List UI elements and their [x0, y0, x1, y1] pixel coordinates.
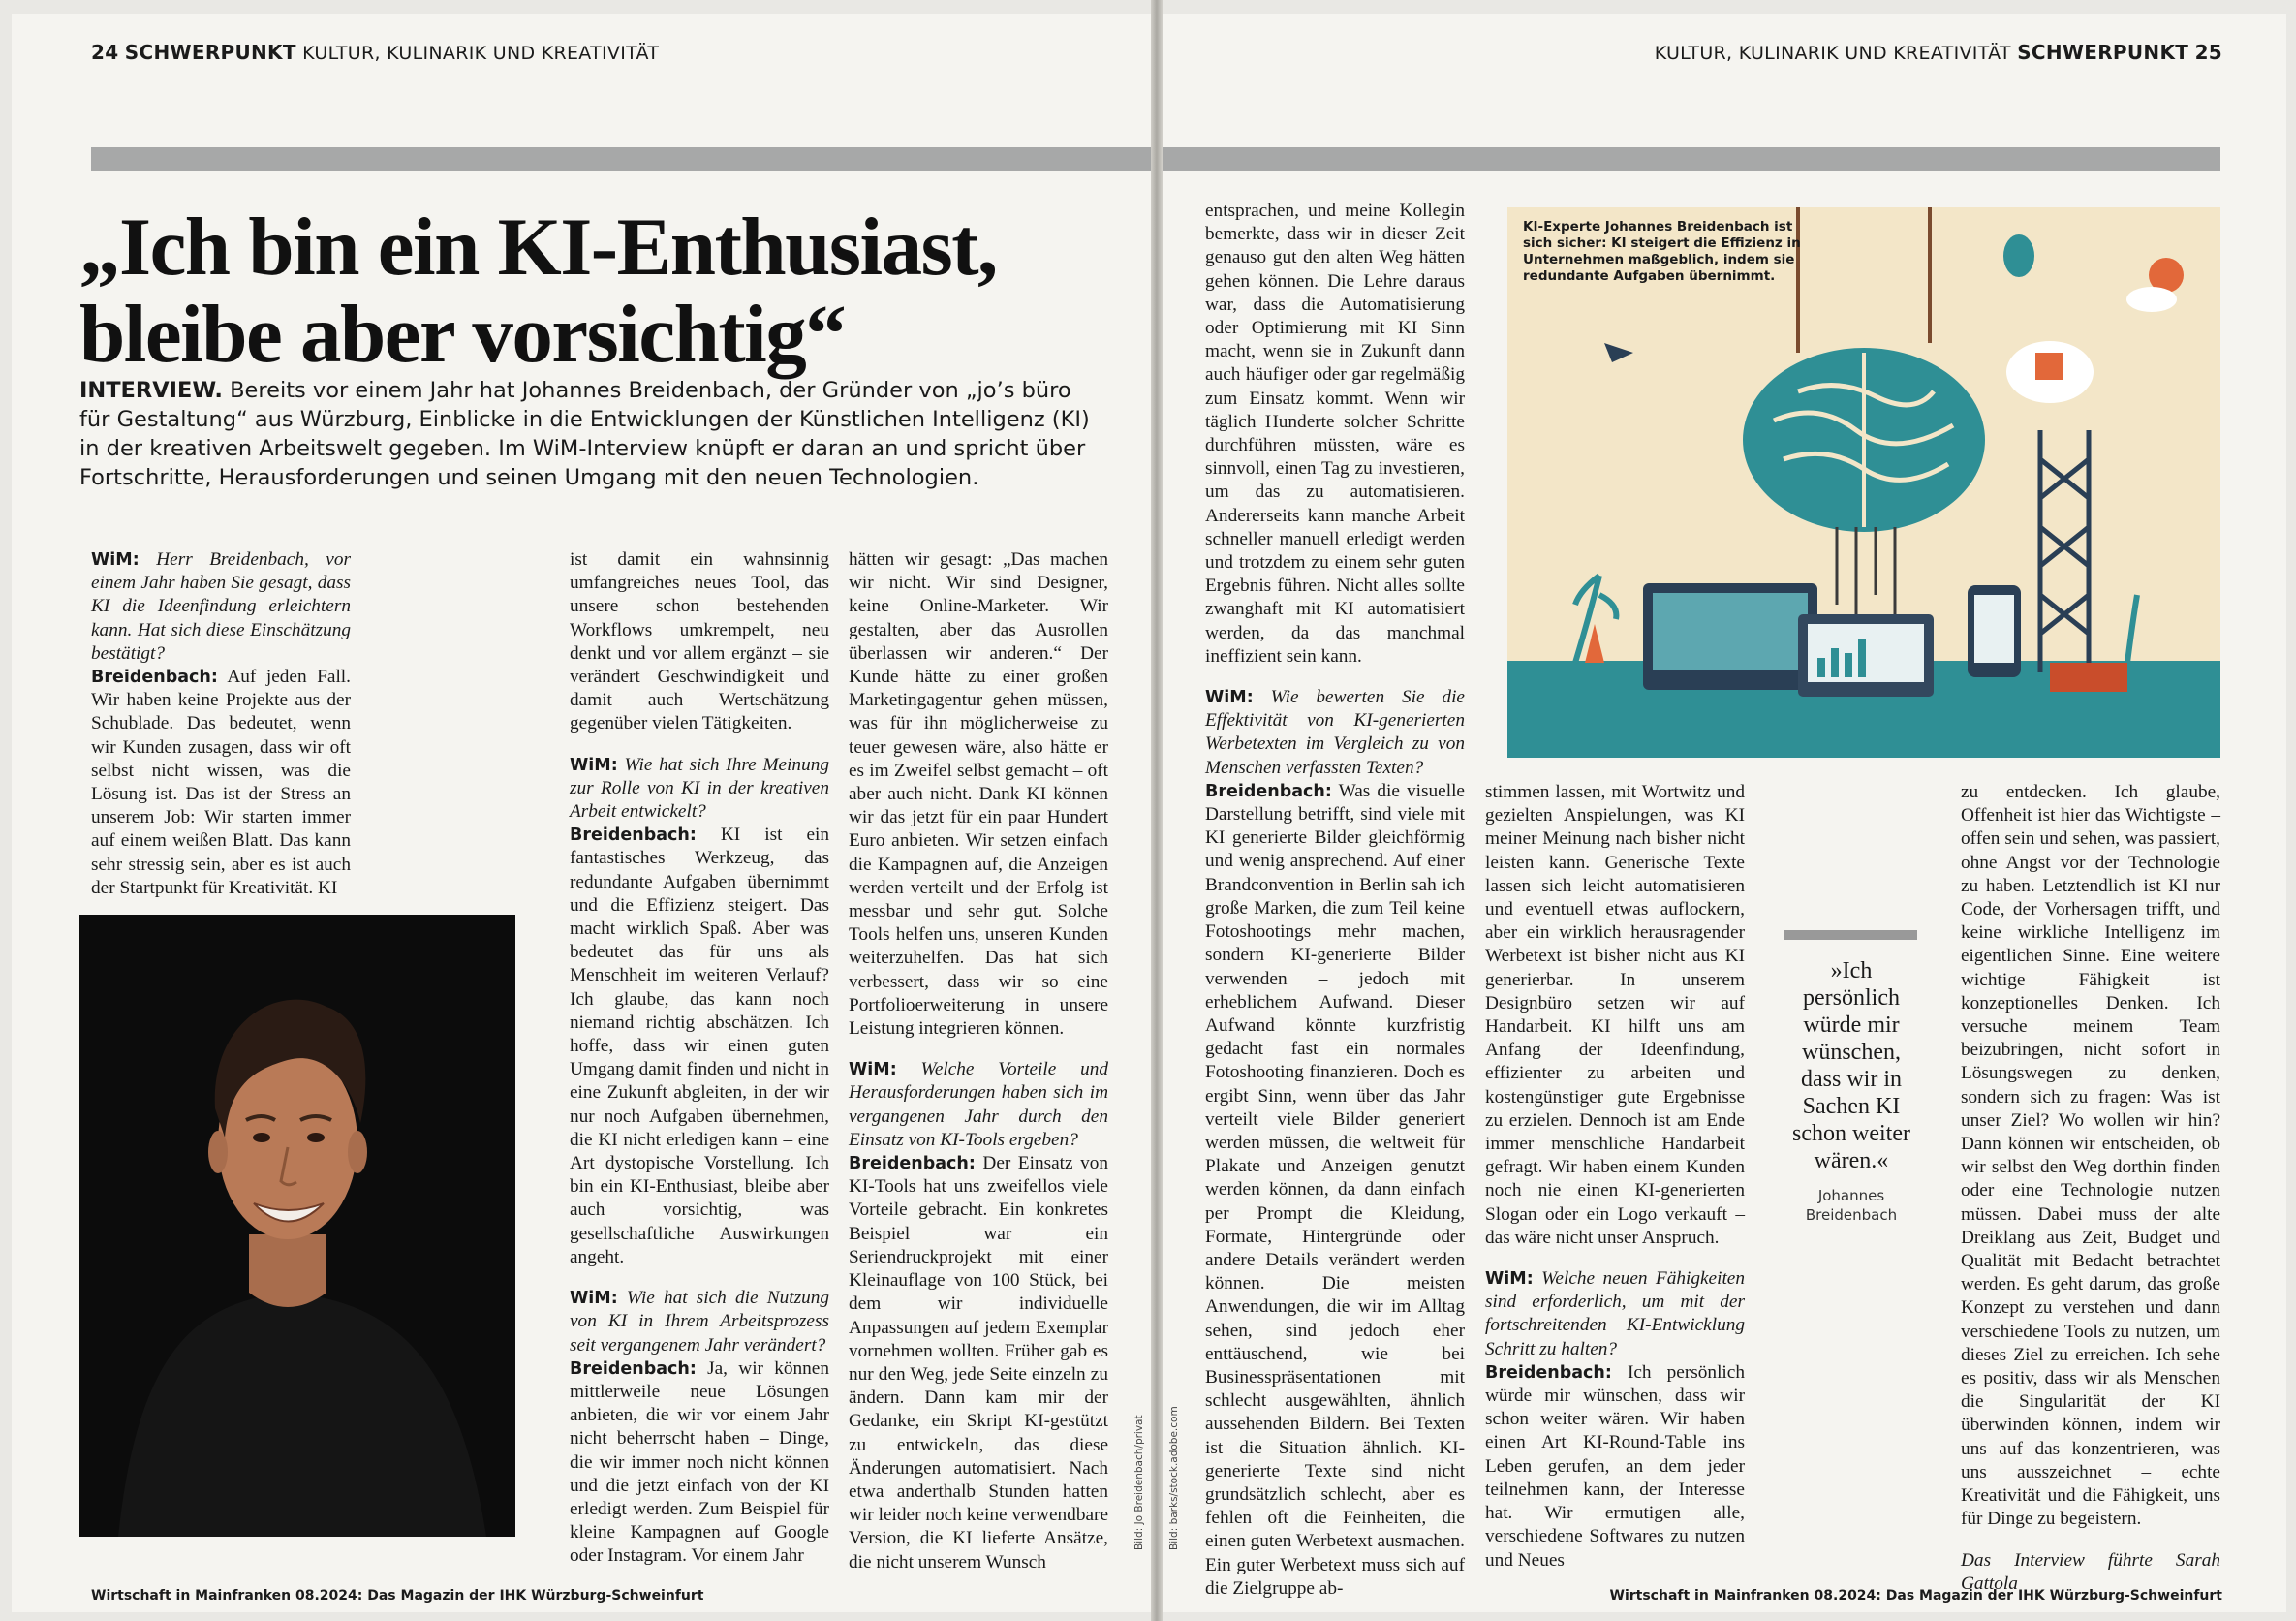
answer: entsprachen, und meine Kollegin bemerkte, dass wir in dieser Zeit genauso gut den alten Weg hätten gehen können. Die Lehre daraus war, dass die Automatisierung oder Optimierung mit KI Sinn macht, wenn sie in Zukunft dann auch häufiger oder gar regelmäßig zum Einsatz kommt. Wenn wir täglich Hunderte solcher Schritte durchführen müssten, wäre es sinnvoll, einen Tag zu investieren, um das zu automatisieren. Andererseits kann manche Arbeit schneller manuell erledigt werden und trotzdem zu einem sehr guten Ergebnis führen. Nicht alles sollte zwanghaft mit KI automatisiert werden, da das manchmal ineffizient sein kann. [1205, 201, 1465, 667]
answer: Der Einsatz von KI-Tools hat uns zweifellos viele Vorteile gebracht. Ein konkretes Beispiel war ein Seriendruckprojekt mit einer Kleinauflage von 100 Stück, bei dem wir individuelle Anpassungen auf jedem Exemplar vornehmen wollten. Früher gab es nur den Weg, jede Seite einzeln zu ändern. Dann kam mir der Gedanke, ein Skript KI-gestützt zu entwickeln, das diese Änderungen automatisiert. Nach etwa anderthalb Stunden hatten wir leider noch keine verwendbare Version, die KI lieferte Ansätze, die nicht unserem Wunsch [849, 1153, 1109, 1573]
question: Wie hat sich Ihre Meinung zur Rolle von KI in der kreativen Arbeit entwickelt? [570, 754, 829, 823]
answer: Ich persönlich würde mir wünschen, dass wir schon weiter wären. Wir haben einen Art KI-Round-Table ins Leben gerufen, an dem jeder teilnehmen kann, der Interesse hat. Wir ermutigen alle, verschiedene Softwares zu nutzen und Neues [1485, 1361, 1745, 1571]
speaker-wim: WiM: [570, 755, 618, 775]
question: Welche Vorteile und Herausforderungen haben sich im vergangenen Jahr durch den Einsatz von KI-Tools ergeben? [849, 1059, 1108, 1150]
lead-label: INTERVIEW. [79, 378, 223, 403]
left-page-header [91, 41, 659, 64]
speaker-breidenbach: Breidenbach: [570, 1358, 697, 1379]
pull-quote-author: Johannes Breidenbach [1805, 1187, 1898, 1224]
speaker-breidenbach: Breidenbach: [849, 1154, 976, 1174]
section-label: SCHWERPUNKT [124, 41, 296, 64]
answer: Ja, wir können mittlerweile neue Lösungen anbieten, die wir vor einem Jahr nicht beherrscht haben – Dinge, die wir immer noch nicht können und die jetzt einfach von der KI erledigt werden. Zum Beispiel für kleine Kampagnen auf Google oder Instagram. Vor einem Jahr [570, 1357, 829, 1567]
right-page-header [1655, 41, 2222, 64]
section-label: SCHWERPUNKT [2017, 41, 2189, 64]
article-headline [79, 203, 1106, 378]
speaker-wim: WiM: [1205, 688, 1254, 708]
ai-brain-illustration [1507, 207, 2220, 758]
speaker-breidenbach: Breidenbach: [1485, 1362, 1612, 1383]
header-rule-left [91, 147, 1151, 171]
question: Herr Breidenbach, vor einem Jahr haben Sie gesagt, dass KI die Ideenfindung erleichtern kann. Hat sich diese Einschätzung bestätigt? [91, 549, 352, 664]
speaker-wim: WiM: [570, 1289, 618, 1309]
brain-scene-graphic [1507, 207, 2220, 758]
answer: stimmen lassen, mit Wortwitz und gezielten Anspielungen, was KI meiner Meinung nach bisher nicht leisten kann. Generische Texte lassen sich leicht automatisieren und eventuell etwas auflockern, aber ein wirklich herausragender Werbetext ist bisher nicht aus KI generierbar. In unserem Designbüro setzen wir auf Handarbeit. KI hilft uns am Anfang der Ideenfindung, effizienter zu arbeiten und kostengünstiger gute Ergebnisse zu erzielen. Dennoch ist am Ende immer menschliche Handarbeit gefragt. Wir haben einem Kunden noch nie einen KI-generierten Slogan oder ein Logo verkauft – das wäre nicht unser Anspruch. [1485, 782, 1745, 1248]
text-column-4 [1205, 200, 1465, 1601]
illustration-caption: KI-Experte Johannes Breidenbach ist sich sicher: KI steigert die Effizienz in Unternehmen maßgeblich, indem sie redundante Aufgaben übernimmt. [1523, 219, 1801, 284]
interview-signature: Das Interview führte Sarah Gattola [1961, 1549, 2220, 1594]
headline-line-2: bleibe aber vorsichtig“ [79, 289, 846, 380]
answer: Auf jeden Fall. Wir haben keine Projekte aus der Schublade. Das bedeutet, wenn wir Kunden zusagen, dass wir oft selbst nicht wissen, was die Lösung ist. Das ist der Stress an unserem Job: Wir starten immer auf einem weißen Blatt. Das kann sehr stressig sein, aber es ist auch der Startpunkt für Kreativität. KI [91, 667, 351, 898]
pull-quote-text: »Ich persönlich würde mir wünschen, dass wir in Sachen KI schon weiter wären.« [1792, 958, 1910, 1173]
topic-label: KULTUR, KULINARIK UND KREATIVITÄT [1654, 43, 2011, 64]
portrait-photo [79, 915, 515, 1537]
page-number: 25 [2194, 41, 2222, 64]
illustration-credit: Bild: barks/stock.adobe.com [1168, 1406, 1180, 1550]
pull-quote [1784, 930, 1919, 1225]
answer: hätten wir gesagt: „Das machen wir nicht. Wir sind Designer, keine Online-Marketer. Wir gestalten, aber das Ausrollen überlassen wir anderen.“ Der Kunde hätte zu einer großen Marketingagentur gehen müssen, was für ihn möglicherweise zu teuer gewesen wäre, also hätte er es im Zweifel selbst gemacht – oft aber auch nicht. Dank KI können wir das jetzt für ein paar Hundert Euro anbieten. Wir setzen einfach die Kampagnen auf, die Anzeigen werden verteilt und der Erfolg ist messbar und sehr gut. Solche Tools helfen uns, unseren Kunden weiterzuhelfen. Das hat sich verbessert, dass wir so eine Portfolioerweiterung in unsere Leistung integrieren können. [849, 549, 1108, 1040]
speaker-breidenbach: Breidenbach: [1205, 781, 1332, 801]
speaker-breidenbach: Breidenbach: [91, 668, 218, 688]
left-page-footer: Wirtschaft in Mainfranken 08.2024: Das Magazin der IHK Würzburg-Schweinfurt [91, 1588, 704, 1604]
text-column-2 [570, 548, 829, 1569]
article-lead [79, 376, 1106, 492]
speaker-wim: WiM: [849, 1060, 897, 1080]
pull-quote-rule [1784, 930, 1917, 940]
answer: zu entdecken. Ich glaube, Offenheit ist hier das Wichtigste – offen sein und sehen, was passiert, ohne Angst vor der Technologie zu haben. Letztendlich ist KI nur Code, der Vorhersagen trifft, und keine wirkliche Intelligenz im eigentlichen Sinne. Eine weitere wichtige Fähigkeit ist konzeptionelles Denken. Ich versuche meinem Team beizubringen, nicht sofort in Lösungswegen zu denken, sondern sich zu fragen: Was ist unser Ziel? Wo wollen wir hin? Dann können wir entscheiden, ob wir selbst den Weg dorthin finden oder eine Technologie nutzen müssen. Dabei muss der alte Dreiklang aus Zeit, Budget und Qualität mit Bedacht betrachtet werden. Es geht darum, das große Konzept zu verstehen und dann verschiedene Tools zu nutzen, um dieses Ziel zu erreichen. Ich sehe es positiv, dass wir als Menschen die Singularität der KI überwinden können, indem wir uns auf das konzentrieren, was uns ausszeichnet – echte Kreativität und die Fähigkeit, uns für Dinge zu begeistern. [1961, 782, 2220, 1530]
question: Welche neuen Fähigkeiten sind erforderlich, um mit der fortschreitenden KI-Entwicklung Schritt zu halten? [1485, 1268, 1745, 1359]
speaker-breidenbach: Breidenbach: [570, 826, 697, 846]
topic-label: KULTUR, KULINARIK UND KREATIVITÄT [302, 43, 660, 64]
portrait-illustration [79, 915, 515, 1537]
answer: Was die visuelle Darstellung betrifft, sind viele mit KI generierte Bilder gleichförmig und wenig ansprechend. Auf einer Brandconvention in Berlin sah ich große Marken, die zum Teil keine Fotoshootings mehr machen, sondern KI-generierte Bilder verwenden – jedoch mit erheblichem Aufwand. Dieser Aufwand könnte kurzfristig gedacht fast ein normales Fotoshooting finanzieren. Doch es ergibt Sinn, wenn über das Jahr verteilt viele Bilder generiert werden müssen, die weltweit für Plakate und Anzeigen genutzt werden können, da dann einfach per Prompt die Kleidung, Formate, Hintergründe oder andere Details verändert werden können. Die meisten Anwendungen, die wir im Alltag sehen, sind jedoch eher enttäuschend, wie bei Businesspräsentationen mit schlecht ausgewählten, ähnlich aussehenden Bildern. Bei Texten ist die Situation ähnlich. KI-generierte Texte sind nicht grundsätzlich schlecht, aber es fehlen oft die Feinheiten, die einen guten Werbetext ausmachen. Ein guter Werbetext muss sich auf die Zielgruppe ab- [1205, 780, 1465, 1599]
speaker-wim: WiM: [1485, 1269, 1534, 1290]
speaker-wim: WiM: [91, 550, 140, 570]
right-page-footer: Wirtschaft in Mainfranken 08.2024: Das Magazin der IHK Würzburg-Schweinfurt [1609, 1588, 2222, 1604]
text-column-1 [91, 548, 351, 900]
lead-text: Bereits vor einem Jahr hat Johannes Breidenbach, der Gründer von „jo’s büro für Gestaltung“ aus Würzburg, Einblicke in die Entwicklungen der Künstlichen Intelligenz (KI) in der kreativen Arbeitswelt gegeben. Im WiM-Interview knüpft er daran an und spricht über Fortschritte, Herausforderungen und seinen Umgang mit den neuen Technologien. [79, 378, 1090, 490]
answer: ist damit ein wahnsinnig umfangreiches neues Tool, das unsere schon bestehenden Workflows umkrempelt, neu denkt und vor allem ergänzt – sie verändert Geschwindigkeit und damit auch Wertschätzung gegenüber vielen Tätigkeiten. [570, 549, 829, 734]
text-column-5 [1485, 781, 1745, 1573]
question: Wie hat sich die Nutzung von KI in Ihrem Arbeitsprozess seit vergangenem Jahr verändert? [570, 1288, 829, 1356]
photo-credit: Bild: Jo Breidenbach/privat [1133, 1415, 1145, 1550]
answer: KI ist ein fantastisches Werkzeug, das redundante Aufgaben übernimmt und die Effizienz steigert. Das macht wirklich Spaß. Aber was bedeutet das für uns als Menschheit im weiteren Verlauf? Ich glaube, das kann noch niemand richtig abschätzen. Ich hoffe, dass wir einen guten Umgang damit finden und nicht in eine Zukunft abgleiten, in der wir nur noch Aufgaben übernehmen, die KI nicht erledigen kann – eine Art dystopische Vorstellung. Ich bin ein KI-Enthusiast, bleibe aber auch vorsichtig, was gesellschaftliche Auswirkungen angeht. [570, 825, 829, 1267]
page-number: 24 [91, 41, 119, 64]
spine-gutter [1151, 0, 1163, 1621]
text-column-6 [1961, 781, 2220, 1596]
headline-line-1: „Ich bin ein KI-Enthusiast, [79, 202, 997, 293]
text-column-3 [849, 548, 1108, 1574]
header-rule-right [1163, 147, 2220, 171]
question: Wie bewerten Sie die Effektivität von KI-generierten Werbetexten im Vergleich zu von Menschen verfassten Texten? [1205, 687, 1465, 778]
